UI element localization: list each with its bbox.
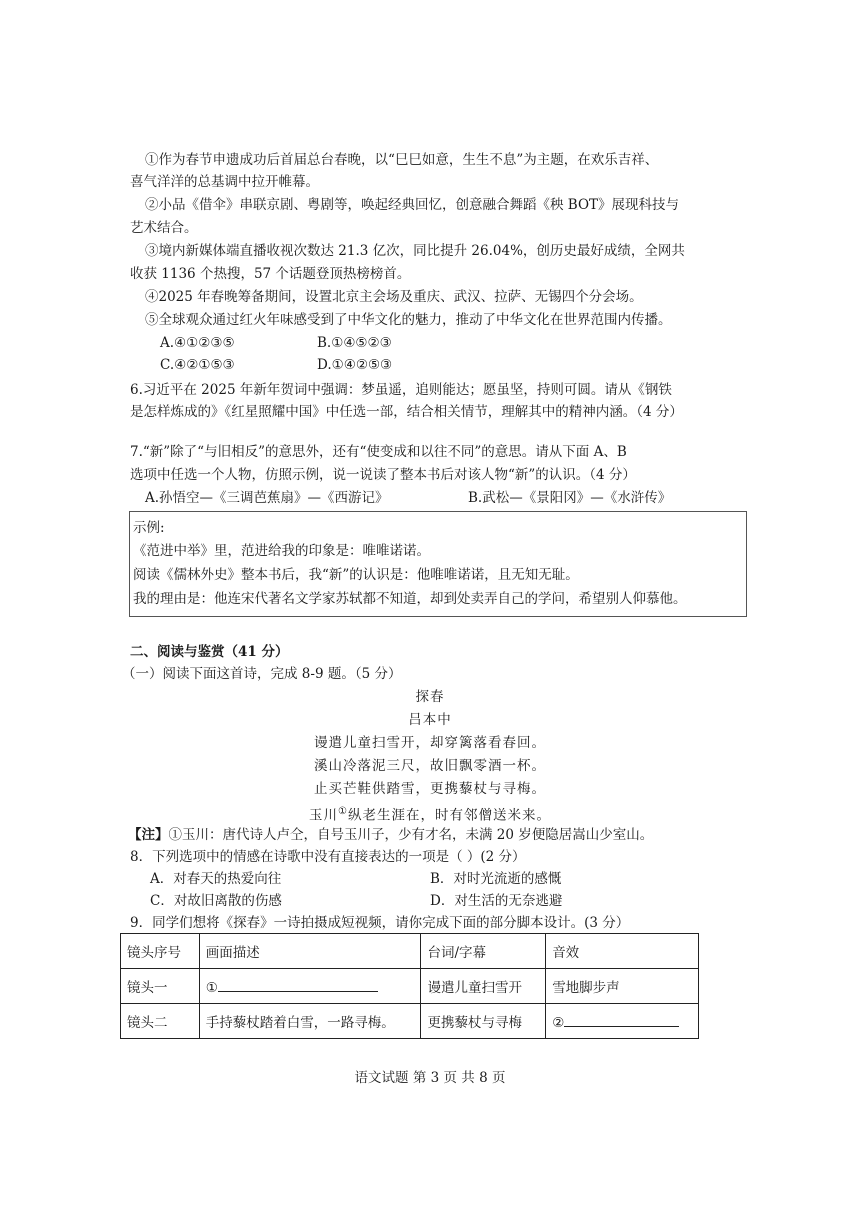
- question-7-line1: 7.“新”除了“与旧相反”的意思外，还有“使变成和以往不同”的意思。请从下面 A、B: [130, 444, 627, 460]
- blank-number: ①: [205, 979, 218, 996]
- item-4: ④2025 年春晚筹备期间，设置北京主会场及重庆、武汉、拉萨、无锡四个分会场。: [145, 289, 643, 305]
- question-8-stem: 8．下列选项中的情感在诗歌中没有直接表达的一项是（ ）(2 分）: [130, 849, 526, 865]
- option-d: D.①④②⑤③: [317, 357, 393, 373]
- table-cell: 镜头二: [121, 1004, 200, 1039]
- poem-footnote-marker: ①: [338, 806, 348, 817]
- answer-blank-line[interactable]: [218, 977, 378, 992]
- item-1-line1: ①作为春节申遗成功后首届总台春晚，以“巳巳如意，生生不息”为主题，在欢乐吉祥、: [145, 152, 659, 168]
- question-7-option-b: B.武松—《景阳冈》—《水浒传》: [468, 490, 672, 506]
- poem-line-4-start: 玉川: [309, 807, 339, 824]
- table-header-cell: 台词/字幕: [421, 934, 546, 969]
- script-table: [120, 933, 699, 1039]
- table-cell: 镜头一: [121, 969, 200, 1004]
- question-7-option-a: A.孙悟空—《三调芭蕉扇》—《西游记》: [145, 490, 389, 506]
- table-header-row: [121, 934, 699, 969]
- table-cell: 手持藜杖踏着白雪，一路寻梅。: [199, 1004, 421, 1039]
- item-3-line1: ③境内新媒体端直播收视次数达 21.3 亿次，同比提升 26.04%，创历史最好成绩，全网共: [145, 243, 685, 259]
- item-5: ⑤全球观众通过红火年味感受到了中华文化的魅力，推动了中华文化在世界范围内传播。: [145, 312, 672, 328]
- question-6-line1: 6.习近平在 2025 年新年贺词中强调：梦虽遥，追则能达；愿虽坚，持则可圆。请从《钢铁: [130, 382, 672, 398]
- table-row: [121, 969, 699, 1004]
- poem-line-4-end: 纵老生涯在，时有邻僧送米来。: [347, 807, 551, 824]
- item-3-line2: 收获 1136 个热搜，57 个话题登顶热榜榜首。: [130, 266, 411, 282]
- example-label: 示例:: [133, 520, 165, 536]
- table-cell: 雪地脚步声: [546, 969, 699, 1004]
- question-8-option-b: B．对时光流逝的感慨: [430, 871, 562, 887]
- table-cell: 更携藜杖与寻梅: [421, 1004, 546, 1039]
- table-row: [121, 1004, 699, 1039]
- question-7-line2: 选项中任选一个人物，仿照示例，说一说读了整本书后对该人物“新”的认识。（4 分）: [130, 467, 636, 483]
- answer-blank-line[interactable]: [564, 1012, 679, 1027]
- poem-line-3: 止买芒鞋供踏雪，更携藜杖与寻梅。: [314, 781, 546, 797]
- example-line3: 我的理由是：他连宋代著名文学家苏轼都不知道，却到处卖弄自己的学问，希望别人仰慕他。: [133, 591, 687, 607]
- section-2-part-1: （一）阅读下面这首诗，完成 8-9 题。（5 分）: [122, 666, 402, 682]
- item-1-line2: 喜气洋洋的总基调中拉开帷幕。: [130, 174, 319, 190]
- item-2-line1: ②小品《借伞》串联京剧、粤剧等，唤起经典回忆，创意融合舞蹈《秧 BOT》展现科技与: [145, 197, 680, 213]
- option-b: B.①④⑤②③: [317, 335, 392, 351]
- answer-blank-cell[interactable]: [546, 1004, 699, 1039]
- blank-number: ②: [552, 1014, 565, 1031]
- answer-blank-cell[interactable]: [199, 969, 421, 1004]
- example-box: [129, 511, 747, 617]
- question-8-option-d: D．对生活的无奈逃避: [430, 893, 563, 909]
- poem-note: [128, 825, 653, 845]
- note-label: 【注】: [128, 827, 169, 843]
- table-header-cell: 画面描述: [199, 934, 421, 969]
- poem-author: 吕本中: [408, 712, 452, 728]
- question-9-stem: 9．同学们想将《探春》一诗拍摄成短视频，请你完成下面的部分脚本设计。(3 分）: [130, 915, 630, 931]
- poem-line-2: 溪山冷落泥三尺，故旧飘零酒一杯。: [314, 758, 546, 774]
- section-2-heading: 二、阅读与鉴赏（41 分）: [130, 644, 289, 660]
- question-8-option-a: A．对春天的热爱向往: [150, 871, 282, 887]
- question-8-option-c: C．对故旧离散的伤感: [150, 893, 282, 909]
- example-line1: 《范进中举》里，范进给我的印象是：唯唯诺诺。: [133, 543, 430, 559]
- poem-line-1: 谩遣儿童扫雪开，却穿篱落看春回。: [314, 735, 546, 751]
- poem-line-4: [0, 802, 860, 826]
- option-a: A.④①②③⑤: [160, 335, 235, 351]
- example-line2: 阅读《儒林外史》整本书后，我“新”的认识是：他唯唯诺诺，且无知无耻。: [133, 567, 579, 583]
- table-header-cell: 音效: [546, 934, 699, 969]
- option-c: C.④②①⑤③: [160, 357, 235, 373]
- question-6-line2: 是怎样炼成的》《红星照耀中国》中任选一部，结合相关情节，理解其中的精神内涵。（4 分）: [130, 404, 683, 420]
- item-2-line2: 艺术结合。: [130, 220, 198, 236]
- note-text: ①玉川：唐代诗人卢仝，自号玉川子，少有才名，未满 20 岁便隐居嵩山少室山。: [168, 827, 654, 843]
- poem-title: 探春: [415, 689, 445, 705]
- table-cell: 谩遣儿童扫雪开: [421, 969, 546, 1004]
- page-footer: 语文试题 第 3 页 共 8 页: [354, 1070, 506, 1086]
- table-header-cell: 镜头序号: [121, 934, 200, 969]
